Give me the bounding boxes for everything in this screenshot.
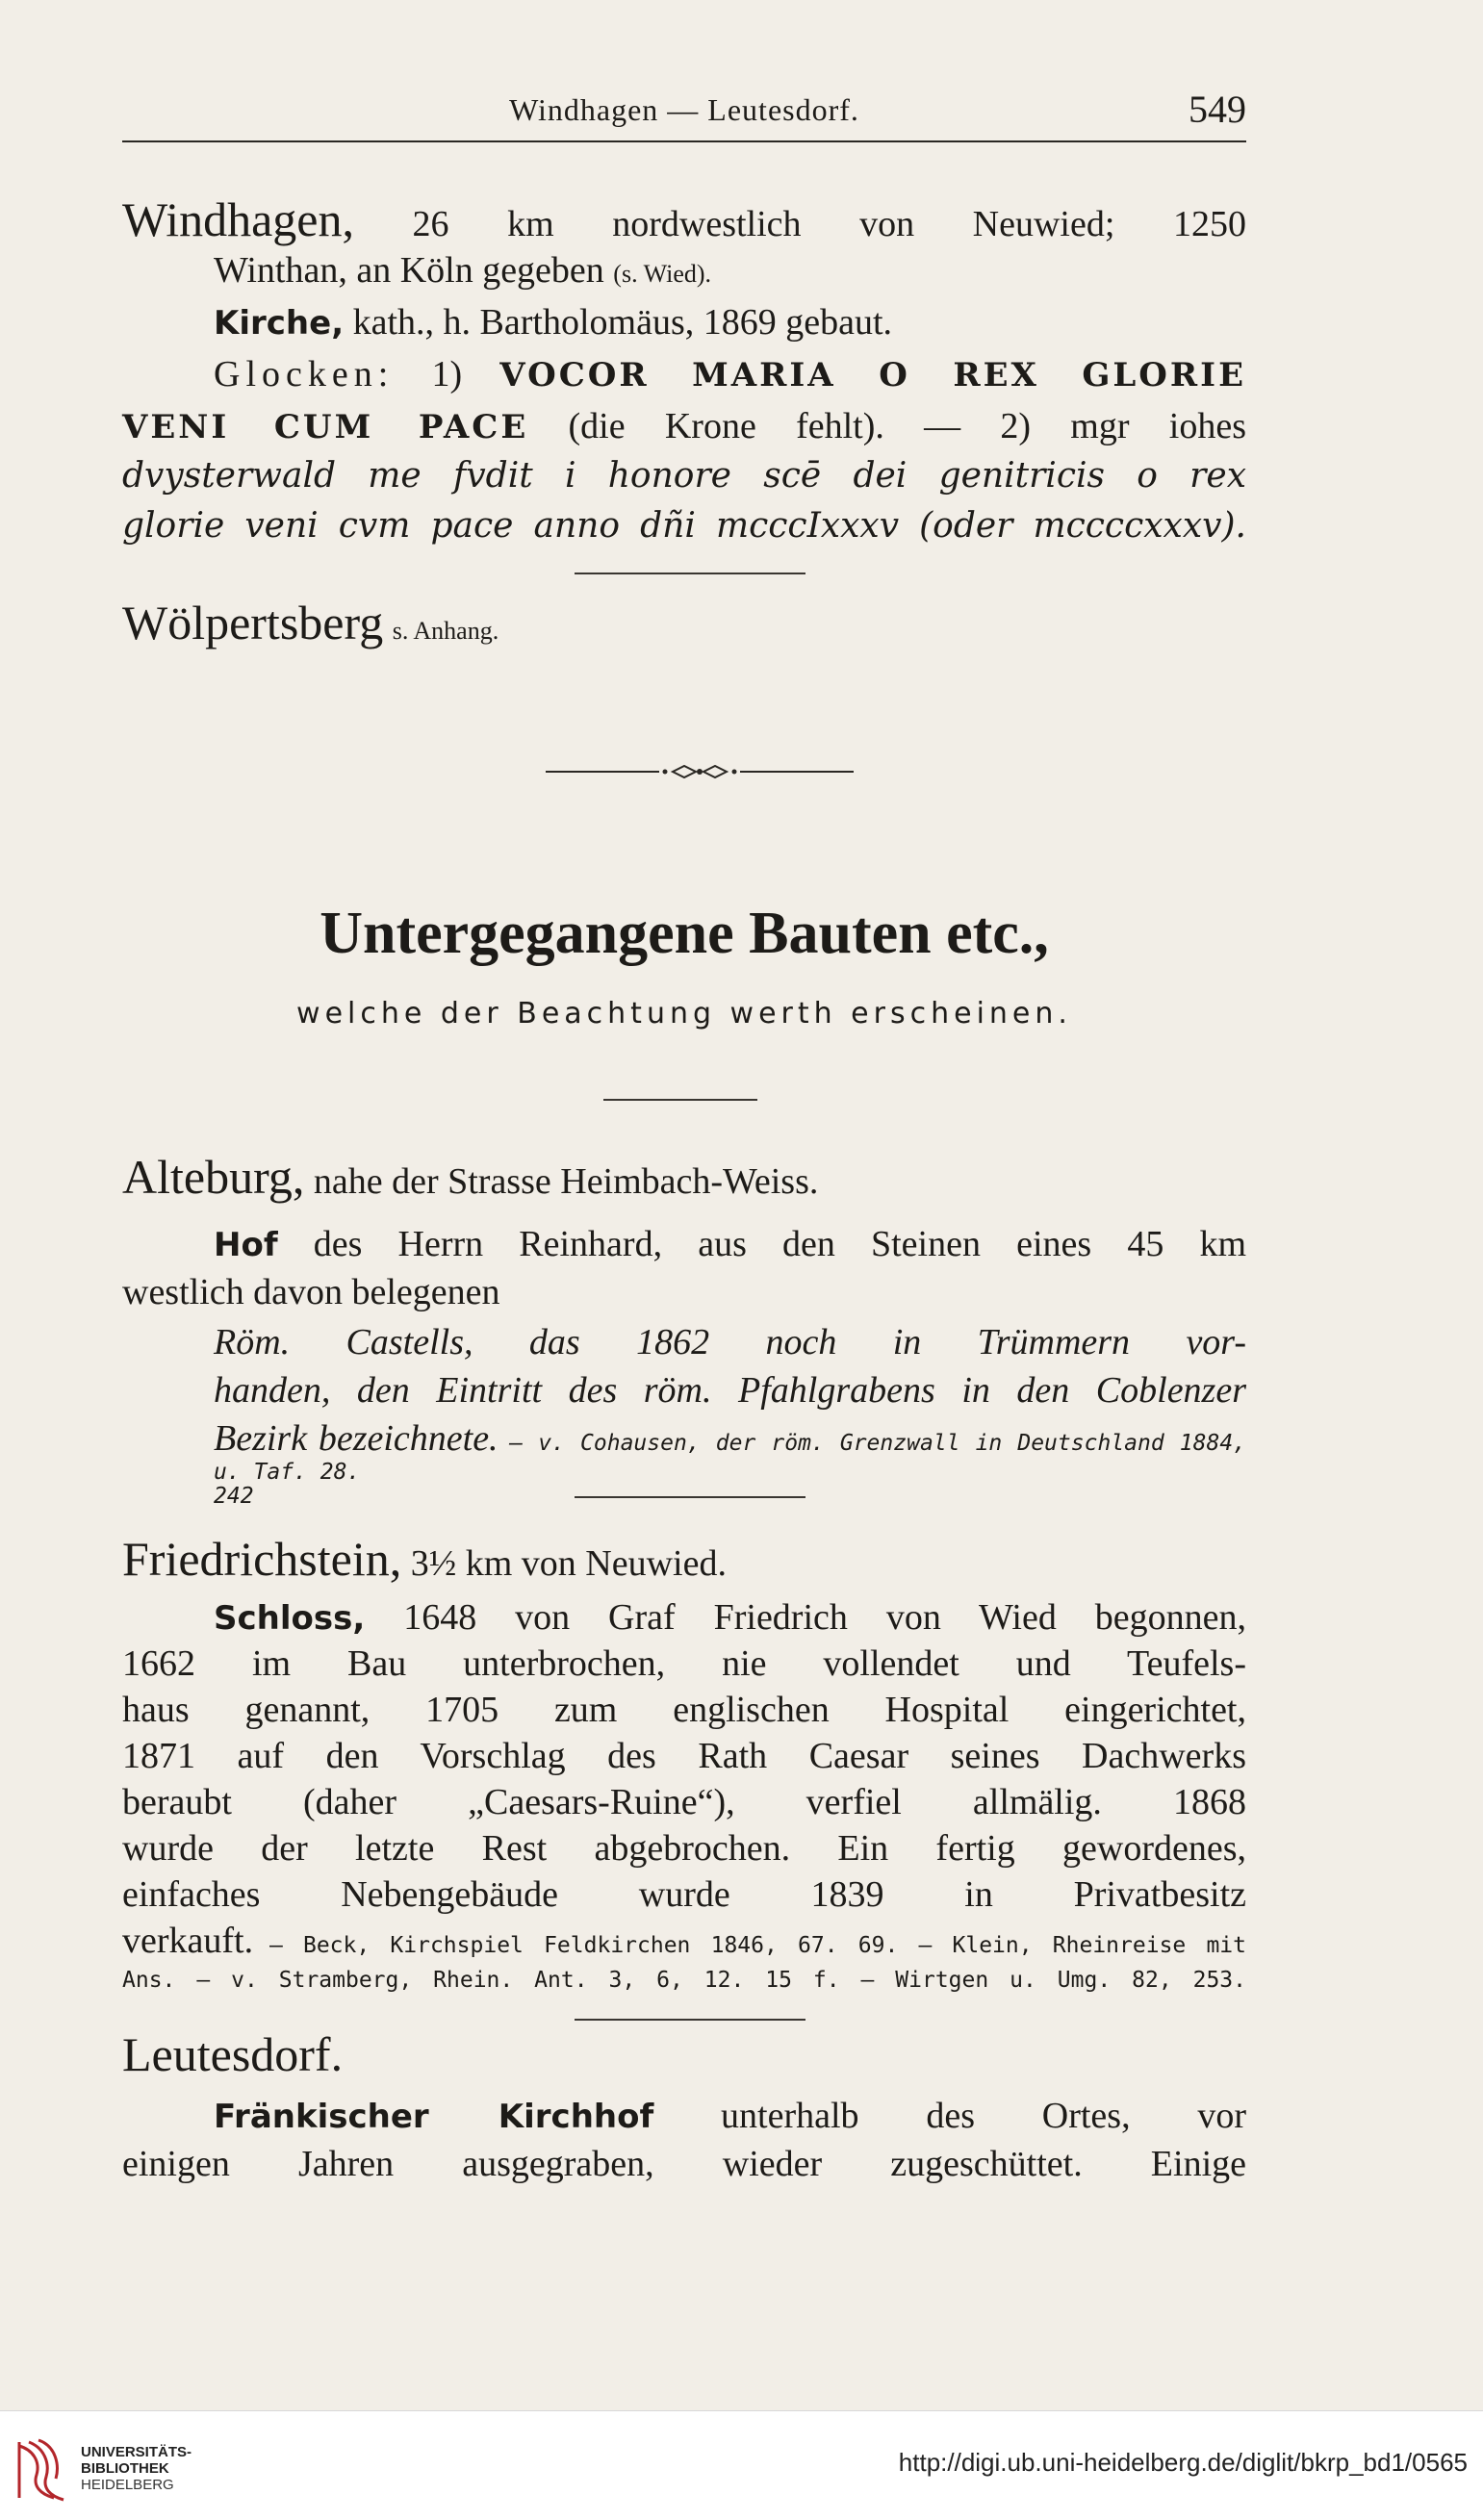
university-library-logo-icon bbox=[12, 2436, 69, 2504]
friedrichstein-line-3: 1662 im Bau unterbrochen, nie vollendet und Teufels- bbox=[122, 1643, 1246, 1684]
fraenkischer-kirchhof-label: Fränkischer Kirchhof bbox=[214, 2098, 654, 2136]
schloss-text-1: 1648 von Graf Friedrich von Wied begonnen, bbox=[403, 1597, 1246, 1638]
leutesdorf-heading-line bbox=[122, 2027, 1246, 2083]
entry-heading-woelpertsberg: Wölpertsberg bbox=[122, 596, 384, 649]
viewer-footer bbox=[0, 2410, 1483, 2520]
leutesdorf-text-1: unterhalb des Ortes, vor bbox=[721, 2096, 1247, 2136]
alteburg-hof bbox=[122, 1220, 1246, 1269]
friedrichstein-citation-1: — Beck, Kirchspiel Feldkirchen 1846, 67. 69. — Klein, Rheinreise mit bbox=[268, 1933, 1246, 1958]
leutesdorf-line-2: einigen Jahren ausgegraben, wieder zugeschüttet. Einige bbox=[122, 2144, 1246, 2184]
alteburg-line-3: westlich davon belegenen bbox=[122, 1272, 500, 1312]
page-number: 549 bbox=[1189, 88, 1246, 131]
alteburg-citation-1: — v. Cohausen, der röm. Grenzwall in Deutschland 1884, 242 bbox=[214, 1431, 1247, 1509]
section-divider bbox=[575, 2019, 805, 2021]
friedrichstein-verkauft: verkauft. bbox=[122, 1921, 254, 1961]
inscription-line-b-text: (die Krone fehlt). — 2) mgr iohes bbox=[568, 406, 1246, 446]
alteburg-citation-2-line bbox=[122, 1443, 1246, 1496]
section-divider bbox=[575, 573, 805, 574]
library-name bbox=[81, 2444, 192, 2493]
friedrichstein-line-7: wurde der letzte Rest abgebrochen. Ein fertig gewordenes, bbox=[122, 1828, 1246, 1869]
page-header bbox=[122, 87, 1246, 142]
section-divider bbox=[603, 1099, 757, 1101]
alteburg-line-1 bbox=[122, 1150, 1246, 1206]
library-name-line-3: HEIDELBERG bbox=[81, 2477, 174, 2493]
glocken-number-1: 1) bbox=[431, 354, 463, 395]
friedrichstein-line-1 bbox=[122, 1532, 1246, 1588]
hof-text: des Herrn Reinhard, aus den Steinen eines 45 km bbox=[313, 1224, 1247, 1264]
friedrichstein-line-8: einfaches Nebengebäude wurde 1839 in Privatbesitz bbox=[122, 1874, 1246, 1915]
alteburg-italic-3-text: Bezirk bezeichnete. bbox=[214, 1418, 499, 1459]
library-name-line-2: BIBLIOTHEK bbox=[81, 2460, 169, 2477]
alteburg-citation-2: u. Taf. 28. bbox=[214, 1460, 361, 1485]
windhagen-line-1-text: 26 km nordwestlich von Neuwied; 1250 bbox=[412, 204, 1246, 244]
running-head: Windhagen — Leutesdorf. bbox=[509, 92, 859, 127]
section-divider bbox=[575, 1496, 805, 1498]
friedrichstein-line-5: 1871 auf den Vorschlag des Rath Caesar seines Dachwerks bbox=[122, 1736, 1246, 1776]
woelpertsberg-ref: s. Anhang. bbox=[392, 617, 499, 645]
schloss-label: Schloss, bbox=[214, 1599, 366, 1638]
windhagen-kirche bbox=[122, 298, 1246, 347]
bell-inscription-1: VOCOR MARIA O REX GLORIE bbox=[499, 356, 1247, 395]
kirche-text: kath., h. Bartholomäus, 1869 gebaut. bbox=[352, 302, 893, 343]
friedrichstein-line-6: beraubt (daher „Caesars-Ruine“), verfiel allmälig. 1868 bbox=[122, 1782, 1246, 1822]
entry-heading-windhagen: Windhagen, bbox=[122, 192, 354, 246]
windhagen-glocken bbox=[122, 350, 1246, 399]
friedrichstein-line-1-text: 3½ km von Neuwied. bbox=[410, 1543, 727, 1584]
section-title: Untergegangene Bauten etc., bbox=[320, 901, 1049, 966]
windhagen-inscription-line-d: glorie veni cvm pace anno dñi mcccIxxxv (oder mccccxxxv). bbox=[122, 506, 1246, 546]
bell-inscription-2: VENI CUM PACE bbox=[122, 408, 529, 446]
friedrichstein-schloss bbox=[122, 1593, 1246, 1642]
alteburg-italic-1: Röm. Castells, das 1862 noch in Trümmern vor- bbox=[214, 1322, 1246, 1362]
kirche-label: Kirche, bbox=[214, 304, 345, 343]
windhagen-line-1 bbox=[122, 192, 1246, 248]
windhagen-inscription-line-b bbox=[122, 402, 1246, 451]
leutesdorf-line-1 bbox=[122, 2092, 1246, 2141]
entry-heading-alteburg: Alteburg, bbox=[122, 1150, 305, 1204]
alteburg-line-1-text: nahe der Strasse Heimbach-Weiss. bbox=[313, 1161, 819, 1202]
glocken-label: Glocken: bbox=[214, 354, 395, 395]
windhagen-ref-wied: (s. Wied). bbox=[613, 260, 712, 288]
alteburg-italic-2: handen, den Eintritt des röm. Pfahlgrabens in den Coblenzer bbox=[214, 1370, 1246, 1411]
entry-heading-friedrichstein: Friedrichstein, bbox=[122, 1532, 402, 1586]
windhagen-line-2-text: Winthan, an Köln gegeben bbox=[214, 250, 604, 291]
section-subtitle: welche der Beachtung werth erscheinen. bbox=[296, 997, 1072, 1031]
entry-heading-leutesdorf: Leutesdorf. bbox=[122, 2027, 344, 2081]
permalink-url[interactable]: http://digi.ub.uni-heidelberg.de/diglit/bkrp_bd1/0565 bbox=[898, 2448, 1468, 2477]
woelpertsberg-entry bbox=[122, 598, 1246, 655]
friedrichstein-citation-2-line bbox=[122, 1951, 1246, 2004]
friedrichstein-line-4: haus genannt, 1705 zum englischen Hospital eingerichtet, bbox=[122, 1690, 1246, 1730]
library-name-line-1: UNIVERSITÄTS- bbox=[81, 2444, 192, 2460]
windhagen-inscription-line-c: dvysterwald me fvdit i honore scē dei genitricis o rex bbox=[122, 456, 1246, 496]
hof-label: Hof bbox=[214, 1226, 278, 1264]
friedrichstein-citation-2: Ans. — v. Stramberg, Rhein. Ant. 3, 6, 12. 15 f. — Wirtgen u. Umg. 82, 253. bbox=[122, 1968, 1246, 1993]
ornament-divider-icon bbox=[546, 760, 854, 783]
windhagen-line-2 bbox=[122, 246, 1246, 298]
